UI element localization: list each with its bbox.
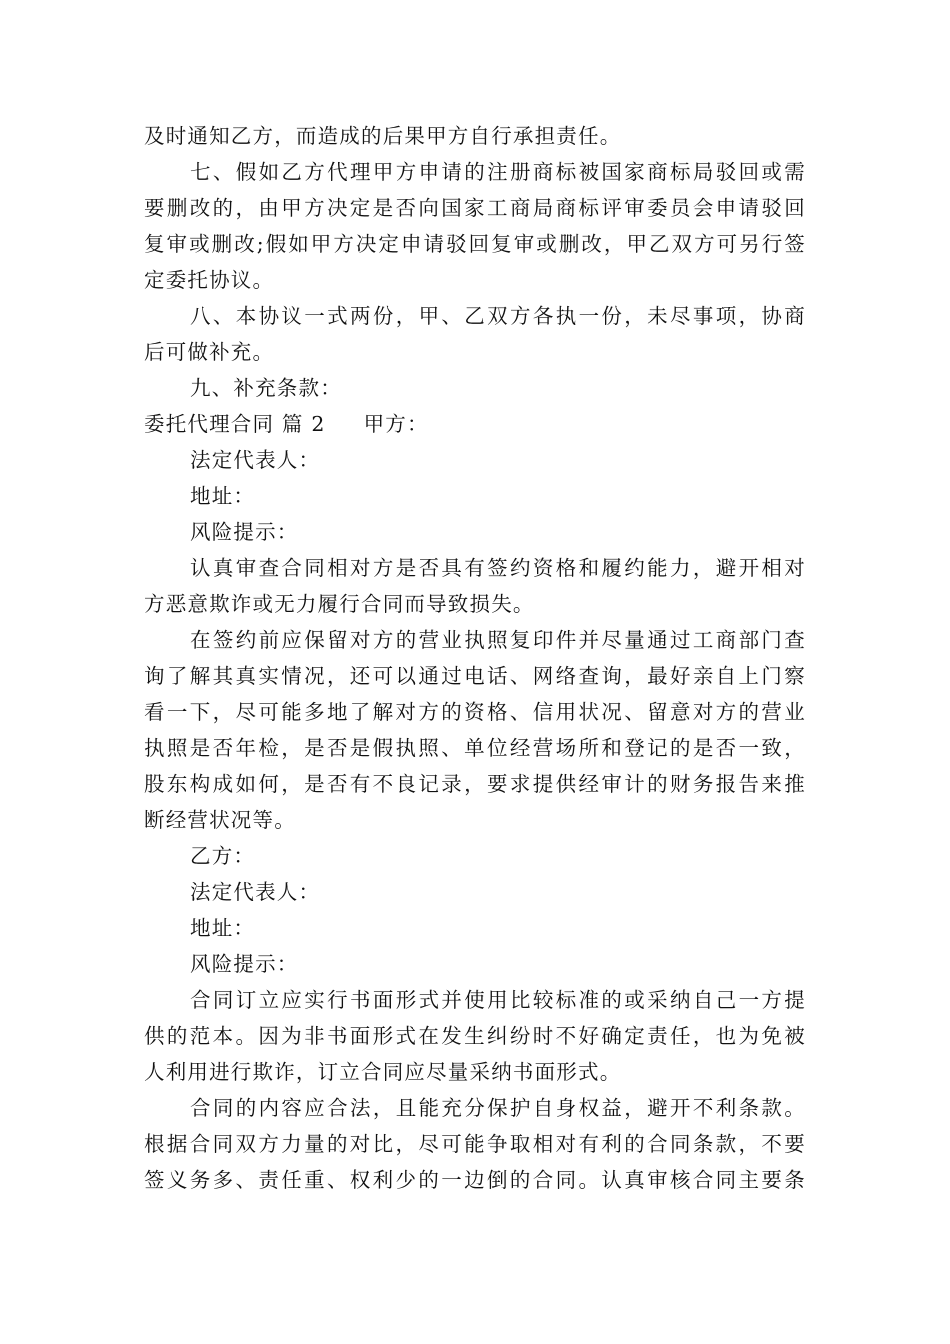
text-line: 合同的内容应合法，且能充分保护自身权益，避开不利条款。 (190, 1096, 806, 1120)
text-line: 认真审查合同相对方是否具有签约资格和履约能力，避开相对 (190, 556, 806, 580)
text-line: 供的范本。因为非书面形式在发生纠纷时不好确定责任，也为免被 (144, 1024, 806, 1048)
text-line: 乙方： (190, 844, 256, 868)
text-line: 执照是否年检，是否是假执照、单位经营场所和登记的是否一致， (144, 736, 806, 760)
text-line: 风险提示： (190, 952, 299, 976)
text-line: 定委托协议。 (144, 268, 275, 292)
text-line: 方恶意欺诈或无力履行合同而导致损失。 (144, 592, 535, 616)
text-line: 八、本协议一式两份，甲、乙双方各执一份，未尽事项，协商 (190, 304, 806, 328)
party-a-label: 甲方： (363, 412, 429, 436)
text-line: 后可做补充。 (144, 340, 275, 364)
text-line: 法定代表人： (190, 448, 321, 472)
text-line: 复审或删改;假如甲方决定申请驳回复审或删改，甲乙双方可另行签 (144, 232, 806, 256)
text-line: 及时通知乙方，而造成的后果甲方自行承担责任。 (144, 124, 622, 148)
text-line: 七、假如乙方代理甲方申请的注册商标被国家商标局驳回或需 (190, 160, 806, 184)
section-heading: 委托代理合同 篇 2 (144, 412, 326, 436)
text-line: 在签约前应保留对方的营业执照复印件并尽量通过工商部门查 (190, 628, 806, 652)
text-line: 看一下，尽可能多地了解对方的资格、信用状况、留意对方的营业 (144, 700, 806, 724)
text-line: 地址： (190, 916, 256, 940)
text-line: 法定代表人： (190, 880, 321, 904)
text-line: 根据合同双方力量的对比，尽可能争取相对有利的合同条款，不要 (144, 1132, 806, 1156)
section-heading-line (144, 406, 806, 442)
text-line: 签义务多、责任重、权利少的一边倒的合同。认真审核合同主要条 (144, 1168, 806, 1192)
text-line: 九、补充条款： (190, 376, 342, 400)
text-line: 风险提示： (190, 520, 299, 544)
text-line: 人利用进行欺诈，订立合同应尽量采纳书面形式。 (144, 1060, 622, 1084)
text-line: 询了解其真实情况，还可以通过电话、网络查询，最好亲自上门察 (144, 664, 806, 688)
document-body (144, 118, 806, 1198)
text-line: 合同订立应实行书面形式并使用比较标准的或采纳自己一方提 (190, 988, 806, 1012)
text-line: 股东构成如何，是否有不良记录，要求提供经审计的财务报告来推 (144, 772, 806, 796)
text-line: 断经营状况等。 (144, 808, 296, 832)
text-line: 地址： (190, 484, 256, 508)
text-line: 要删改的，由甲方决定是否向国家工商局商标评审委员会申请驳回 (144, 196, 806, 220)
